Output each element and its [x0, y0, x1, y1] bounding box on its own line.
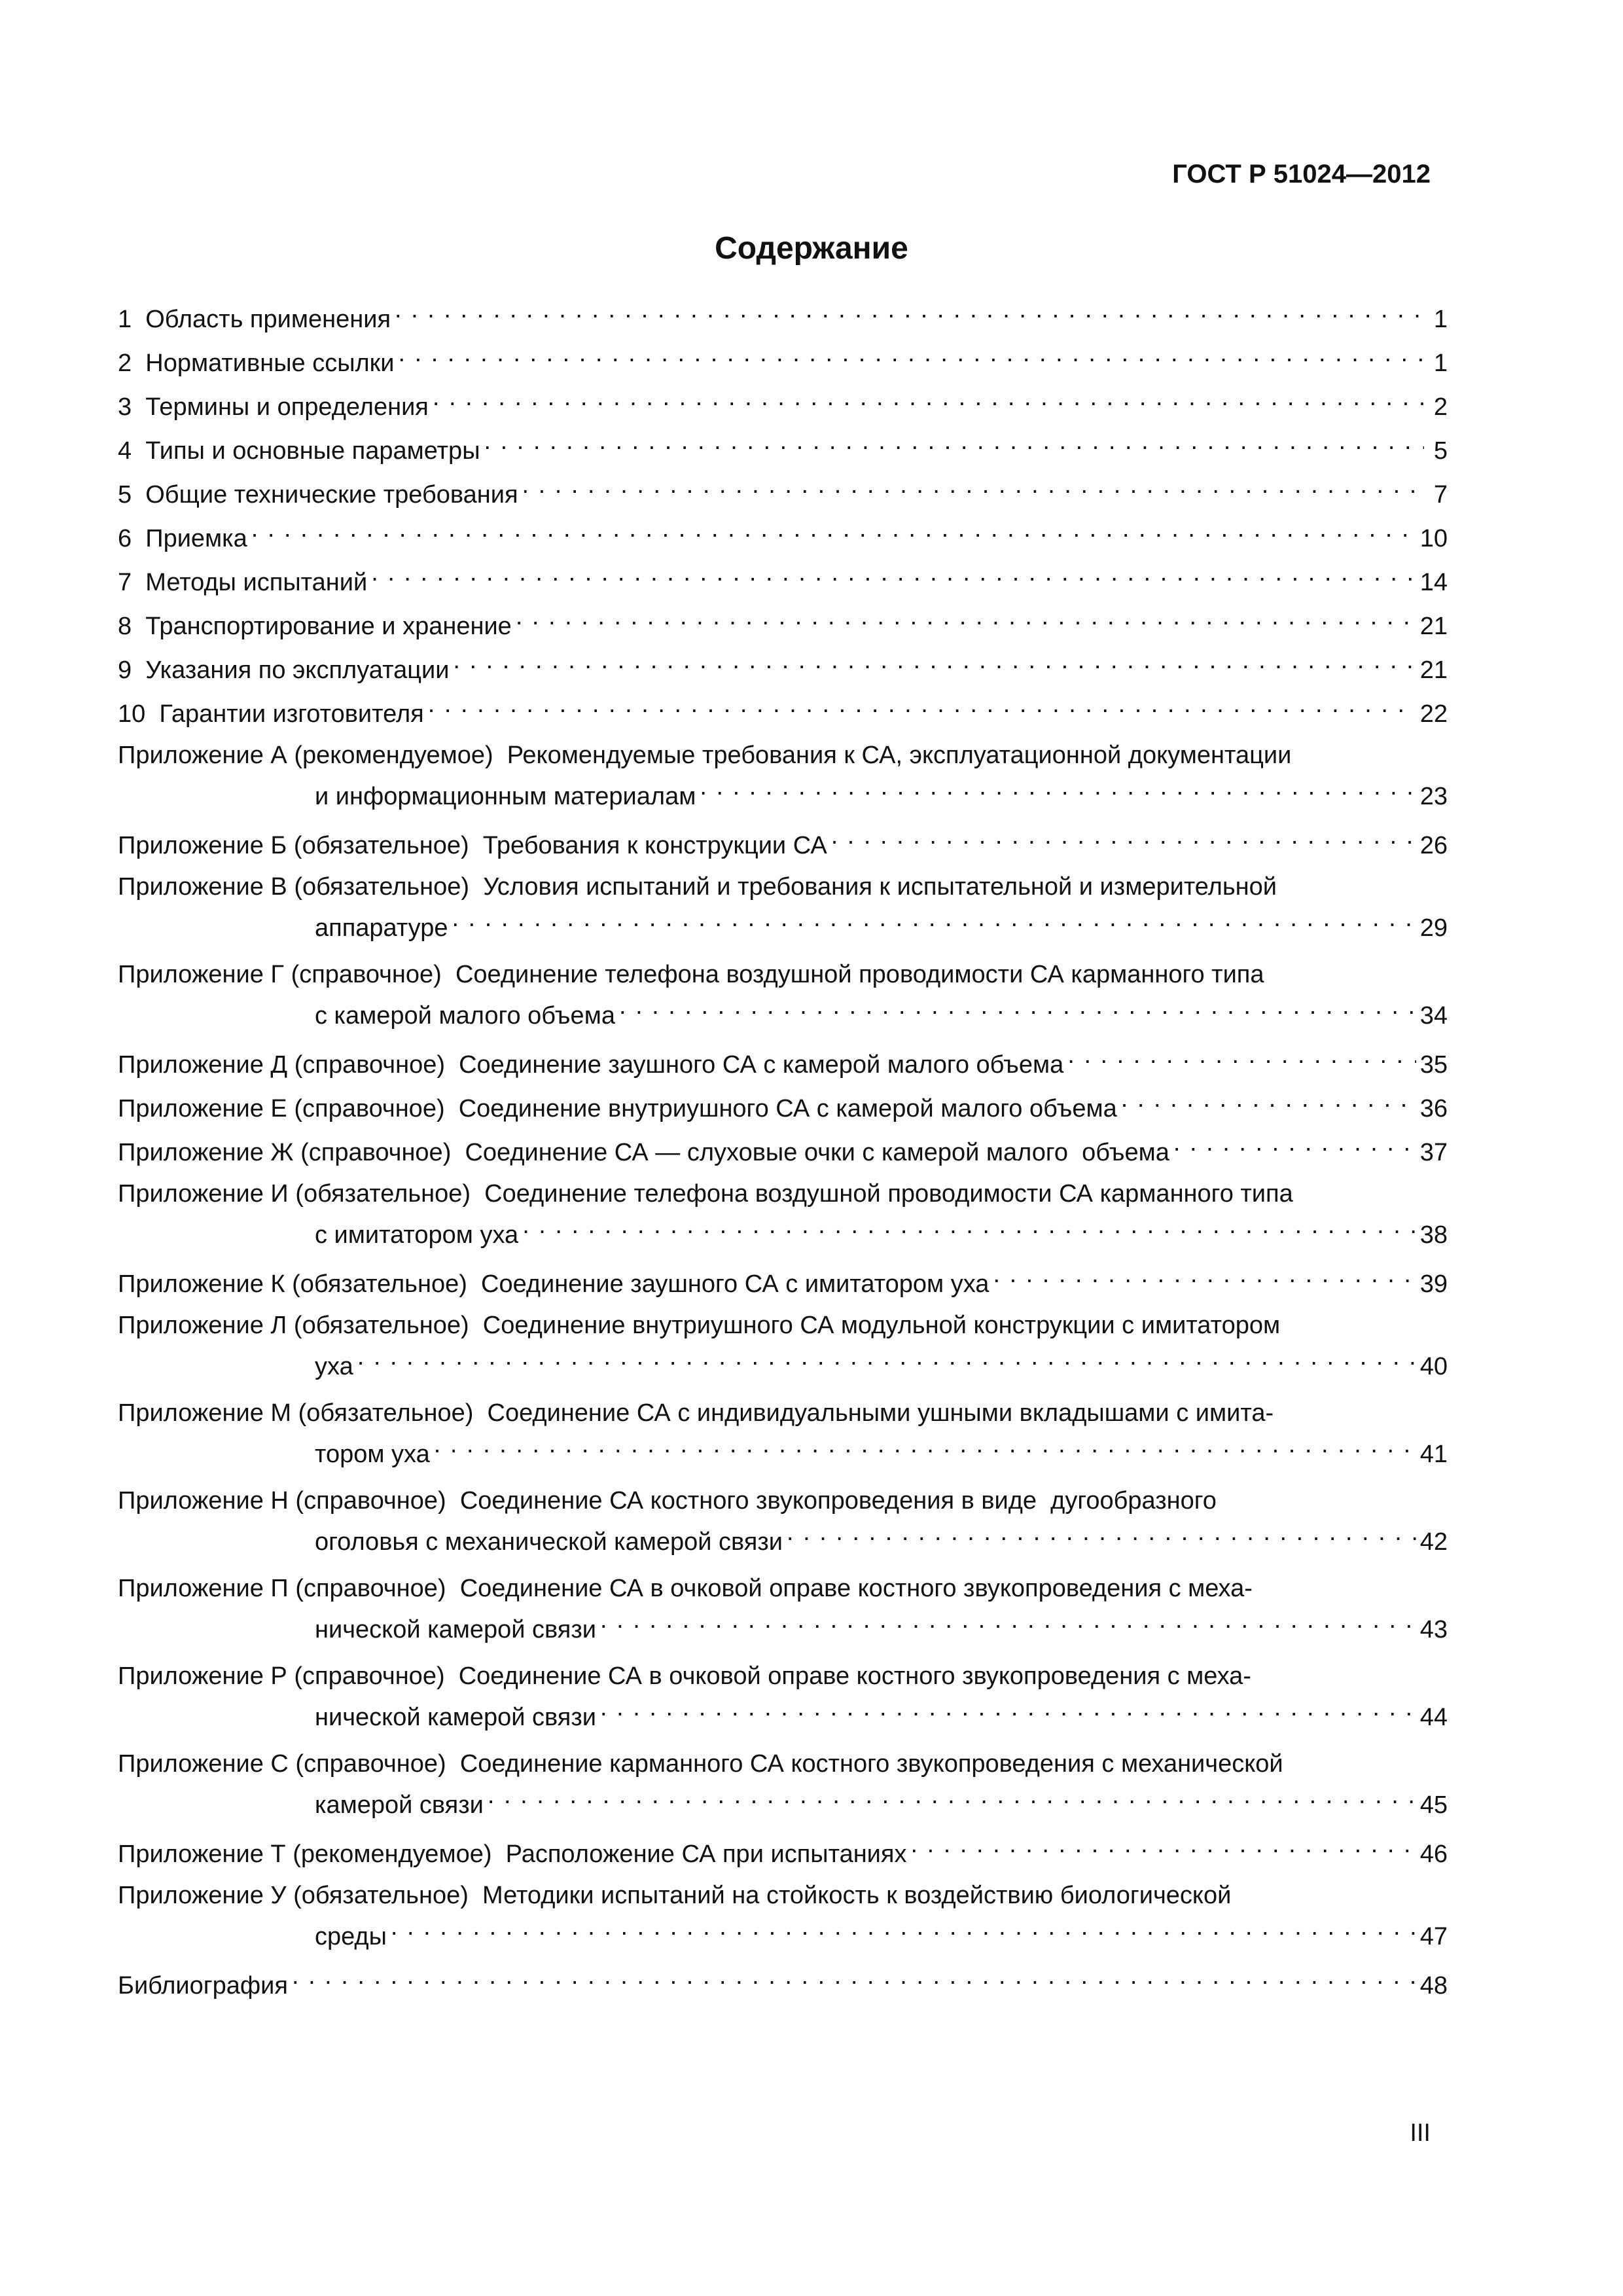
dot-leader — [522, 478, 1424, 503]
toc-entry-title: нической камерой связи — [315, 1704, 597, 1731]
toc-entry-title: Рекомендуемые требования к СА, эксплуатационной документации — [507, 742, 1292, 769]
toc-entry[interactable] — [118, 298, 1448, 342]
toc-entry-page: 46 — [1419, 1840, 1448, 1868]
toc-entry[interactable] — [118, 1964, 1448, 2008]
toc-entry-title: Методы испытаний — [145, 569, 368, 596]
entry-spacer — [118, 1827, 1448, 1833]
entry-spacer — [118, 1564, 1448, 1570]
toc-entry[interactable] — [118, 1087, 1448, 1131]
toc-entry-label: Приложение Д (справочное) — [118, 1051, 459, 1079]
toc-entry-title: Соединение заушного СА с имитатором уха — [481, 1270, 990, 1298]
document-code: ГОСТ Р 51024—2012 — [1172, 160, 1431, 188]
dot-leader — [488, 1788, 1416, 1813]
toc-entry-page: 36 — [1419, 1095, 1448, 1122]
dot-leader — [433, 390, 1424, 415]
dot-leader — [251, 522, 1416, 547]
toc-entry[interactable] — [118, 1833, 1448, 1876]
entry-spacer — [118, 1477, 1448, 1482]
toc-entry-title: с камерой малого объема — [315, 1002, 615, 1030]
toc-entry-page: 47 — [1419, 1923, 1448, 1950]
toc-entry-page: 44 — [1419, 1704, 1448, 1731]
toc-entry-title: Соединение карманного СА костного звукопроведения с механической — [459, 1750, 1283, 1778]
toc-entry[interactable] — [118, 1570, 1448, 1657]
toc-entry-title: Область применения — [145, 306, 391, 333]
toc-entry-page: 35 — [1419, 1051, 1448, 1079]
toc-entry[interactable] — [118, 692, 1448, 736]
toc-entry-label: Приложение Н (справочное) — [118, 1487, 460, 1515]
toc-entry-page: 34 — [1419, 1002, 1448, 1030]
dot-leader — [516, 609, 1416, 634]
toc-entry-page: 43 — [1419, 1616, 1448, 1643]
dot-leader — [391, 1920, 1416, 1945]
toc-entry[interactable] — [118, 1306, 1448, 1394]
toc-entry[interactable] — [118, 1657, 1448, 1745]
toc-entry-title: с имитатором уха — [315, 1221, 519, 1249]
entry-spacer — [118, 1740, 1448, 1745]
toc-entry-title: Транспортирование и хранение — [145, 613, 512, 640]
toc-entry-title: Соединение внутриушного СА с камерой малого объема — [458, 1095, 1117, 1122]
dot-leader — [292, 1969, 1416, 1994]
table-of-contents — [118, 298, 1448, 2008]
toc-entry[interactable] — [118, 473, 1448, 517]
toc-entry-title: Соединение СА с индивидуальными ушными вкладышами с имита- — [487, 1399, 1274, 1427]
toc-entry-title: Термины и определения — [145, 393, 429, 421]
toc-entry-page: 29 — [1419, 914, 1448, 942]
toc-entry-label: Приложение Б (обязательное) — [118, 832, 483, 859]
toc-entry-label: 10 — [118, 700, 160, 728]
toc-entry-label: Приложение Г (справочное) — [118, 961, 455, 988]
toc-entry[interactable] — [118, 824, 1448, 868]
entry-spacer — [118, 1959, 1448, 1964]
toc-entry-page: 21 — [1419, 613, 1448, 640]
toc-entry[interactable] — [118, 1745, 1448, 1833]
toc-entry-label: Приложение М (обязательное) — [118, 1399, 488, 1427]
toc-entry[interactable] — [118, 1043, 1448, 1087]
toc-entry-label: Приложение Ж (справочное) — [118, 1139, 465, 1166]
toc-entry-label: 2 — [118, 350, 146, 377]
entry-spacer — [118, 1389, 1448, 1394]
toc-entry-label: Приложение П (справочное) — [118, 1575, 460, 1602]
toc-entry-title: Соединение СА в очковой оправе костного звукопроведения с меха- — [458, 1662, 1251, 1690]
dot-leader — [434, 1437, 1416, 1462]
toc-entry-page: 22 — [1419, 700, 1448, 728]
dot-leader — [600, 1613, 1416, 1638]
toc-entry[interactable] — [118, 1394, 1448, 1482]
toc-entry-label: 7 — [118, 569, 146, 596]
dot-leader — [452, 911, 1416, 936]
entry-spacer — [118, 1038, 1448, 1043]
toc-entry-title: и информационным материалам — [315, 783, 696, 810]
dot-leader — [831, 829, 1416, 853]
toc-entry-label: 6 — [118, 525, 146, 552]
toc-entry[interactable] — [118, 1131, 1448, 1175]
entry-spacer — [118, 1652, 1448, 1657]
toc-entry-title: Общие технические требования — [145, 481, 518, 509]
toc-entry[interactable] — [118, 605, 1448, 649]
dot-leader — [911, 1837, 1416, 1862]
toc-entry-title: Соединение телефона воздушной проводимости СА карманного типа — [455, 961, 1264, 988]
toc-entry-label: Приложение В (обязательное) — [118, 873, 484, 901]
entry-spacer — [118, 819, 1448, 824]
toc-entry-label: Приложение К (обязательное) — [118, 1270, 481, 1298]
toc-entry-page: 42 — [1419, 1528, 1448, 1556]
toc-entry[interactable] — [118, 342, 1448, 386]
dot-leader — [700, 780, 1416, 804]
toc-entry[interactable] — [118, 517, 1448, 561]
toc-entry-page: 48 — [1419, 1972, 1448, 2000]
toc-entry[interactable] — [118, 429, 1448, 473]
toc-entry-title: Соединение заушного СА с камерой малого объема — [459, 1051, 1064, 1079]
toc-entry-page: 1 — [1433, 306, 1448, 333]
toc-entry-page: 41 — [1419, 1441, 1448, 1468]
toc-entry-label: Приложение У (обязательное) — [118, 1882, 482, 1909]
toc-entry-label: Приложение Л (обязательное) — [118, 1312, 483, 1339]
toc-entry-title: Соединение СА костного звукопроведения в виде дугообразного — [459, 1487, 1217, 1515]
entry-spacer — [118, 950, 1448, 956]
toc-entry-label: 4 — [118, 437, 146, 465]
toc-entry-title: тором уха — [315, 1441, 430, 1468]
dot-leader — [428, 697, 1416, 722]
toc-entry[interactable] — [118, 649, 1448, 692]
toc-entry-title: оголовья с механической камерой связи — [315, 1528, 783, 1556]
dot-leader — [484, 434, 1424, 459]
toc-entry-page: 38 — [1419, 1221, 1448, 1249]
toc-entry-title: камерой связи — [315, 1791, 484, 1819]
toc-entry[interactable] — [118, 1175, 1448, 1263]
toc-entry-label: Приложение И (обязательное) — [118, 1180, 485, 1208]
toc-entry-page: 10 — [1419, 525, 1448, 552]
toc-entry-page: 5 — [1433, 437, 1448, 465]
toc-entry-title: уха — [315, 1353, 353, 1380]
toc-entry-label: Приложение Т (рекомендуемое) — [118, 1840, 506, 1868]
toc-entry[interactable] — [118, 1263, 1448, 1306]
toc-entry-title: среды — [315, 1923, 387, 1950]
toc-entry-label: 5 — [118, 481, 146, 509]
toc-entry-label: Приложение С (справочное) — [118, 1750, 460, 1778]
dot-leader — [395, 302, 1424, 327]
toc-entry-title: Соединение СА в очковой оправе костного звукопроведения с меха- — [459, 1575, 1253, 1602]
toc-entry-page: 14 — [1419, 569, 1448, 596]
dot-leader — [1173, 1136, 1416, 1160]
toc-entry-label: 3 — [118, 393, 146, 421]
dot-leader — [453, 653, 1416, 678]
toc-entry-title: Условия испытаний и требования к испытательной и измерительной — [483, 873, 1277, 901]
toc-entry-title: Соединение внутриушного СА модульной конструкции с имитатором — [482, 1312, 1281, 1339]
dot-leader — [619, 999, 1416, 1024]
toc-entry-title: Библиография — [118, 1972, 288, 2000]
toc-entry-page: 39 — [1419, 1270, 1448, 1298]
toc-entry-title: нической камерой связи — [315, 1616, 597, 1643]
dot-leader — [357, 1350, 1416, 1374]
toc-entry-title: Приемка — [145, 525, 247, 552]
dot-leader — [993, 1267, 1416, 1292]
toc-entry-label: 1 — [118, 306, 146, 333]
toc-entry-page: 7 — [1433, 481, 1448, 509]
toc-entry-title: Гарантии изготовителя — [159, 700, 424, 728]
toc-entry-title: Расположение СА при испытаниях — [505, 1840, 907, 1868]
toc-entry-label: 8 — [118, 613, 146, 640]
toc-entry[interactable] — [118, 1876, 1448, 1964]
toc-entry-page: 21 — [1419, 656, 1448, 684]
dot-leader — [522, 1218, 1416, 1243]
entry-spacer — [118, 1257, 1448, 1263]
toc-entry-title: Соединение телефона воздушной проводимости СА карманного типа — [484, 1180, 1293, 1208]
toc-entry-label: Приложение Е (справочное) — [118, 1095, 459, 1122]
toc-entry[interactable] — [118, 561, 1448, 605]
toc-entry-page: 37 — [1419, 1139, 1448, 1166]
toc-entry[interactable] — [118, 868, 1448, 956]
toc-entry[interactable] — [118, 956, 1448, 1043]
toc-entry-title: Методики испытаний на стойкость к воздействию биологической — [482, 1882, 1232, 1909]
toc-entry-page: 1 — [1433, 350, 1448, 377]
toc-entry[interactable] — [118, 736, 1448, 824]
toc-entry-label: 9 — [118, 656, 146, 684]
toc-entry-title: Указания по эксплуатации — [145, 656, 450, 684]
dot-leader — [1067, 1048, 1416, 1073]
toc-entry[interactable] — [118, 386, 1448, 429]
dot-leader — [371, 565, 1416, 590]
dot-leader — [1121, 1092, 1416, 1117]
toc-entry-page: 40 — [1419, 1353, 1448, 1380]
page-title: Содержание — [715, 231, 908, 266]
toc-entry-page: 23 — [1419, 783, 1448, 810]
toc-entry-title: Типы и основные параметры — [145, 437, 480, 465]
toc-entry-label: Приложение А (рекомендуемое) — [118, 742, 507, 769]
toc-entry-title: Соединение СА — слуховые очки с камерой малого объема — [465, 1139, 1169, 1166]
toc-entry-page: 2 — [1433, 393, 1448, 421]
dot-leader — [399, 346, 1424, 371]
toc-entry-title: аппаратуре — [315, 914, 448, 942]
page-number: III — [1410, 2119, 1431, 2147]
toc-entry-title: Требования к конструкции СА — [482, 832, 827, 859]
toc-entry[interactable] — [118, 1482, 1448, 1570]
toc-entry-title: Нормативные ссылки — [145, 350, 395, 377]
dot-leader — [600, 1700, 1416, 1725]
toc-entry-page: 45 — [1419, 1791, 1448, 1819]
toc-entry-page: 26 — [1419, 832, 1448, 859]
dot-leader — [787, 1525, 1416, 1550]
toc-entry-label: Приложение Р (справочное) — [118, 1662, 459, 1690]
